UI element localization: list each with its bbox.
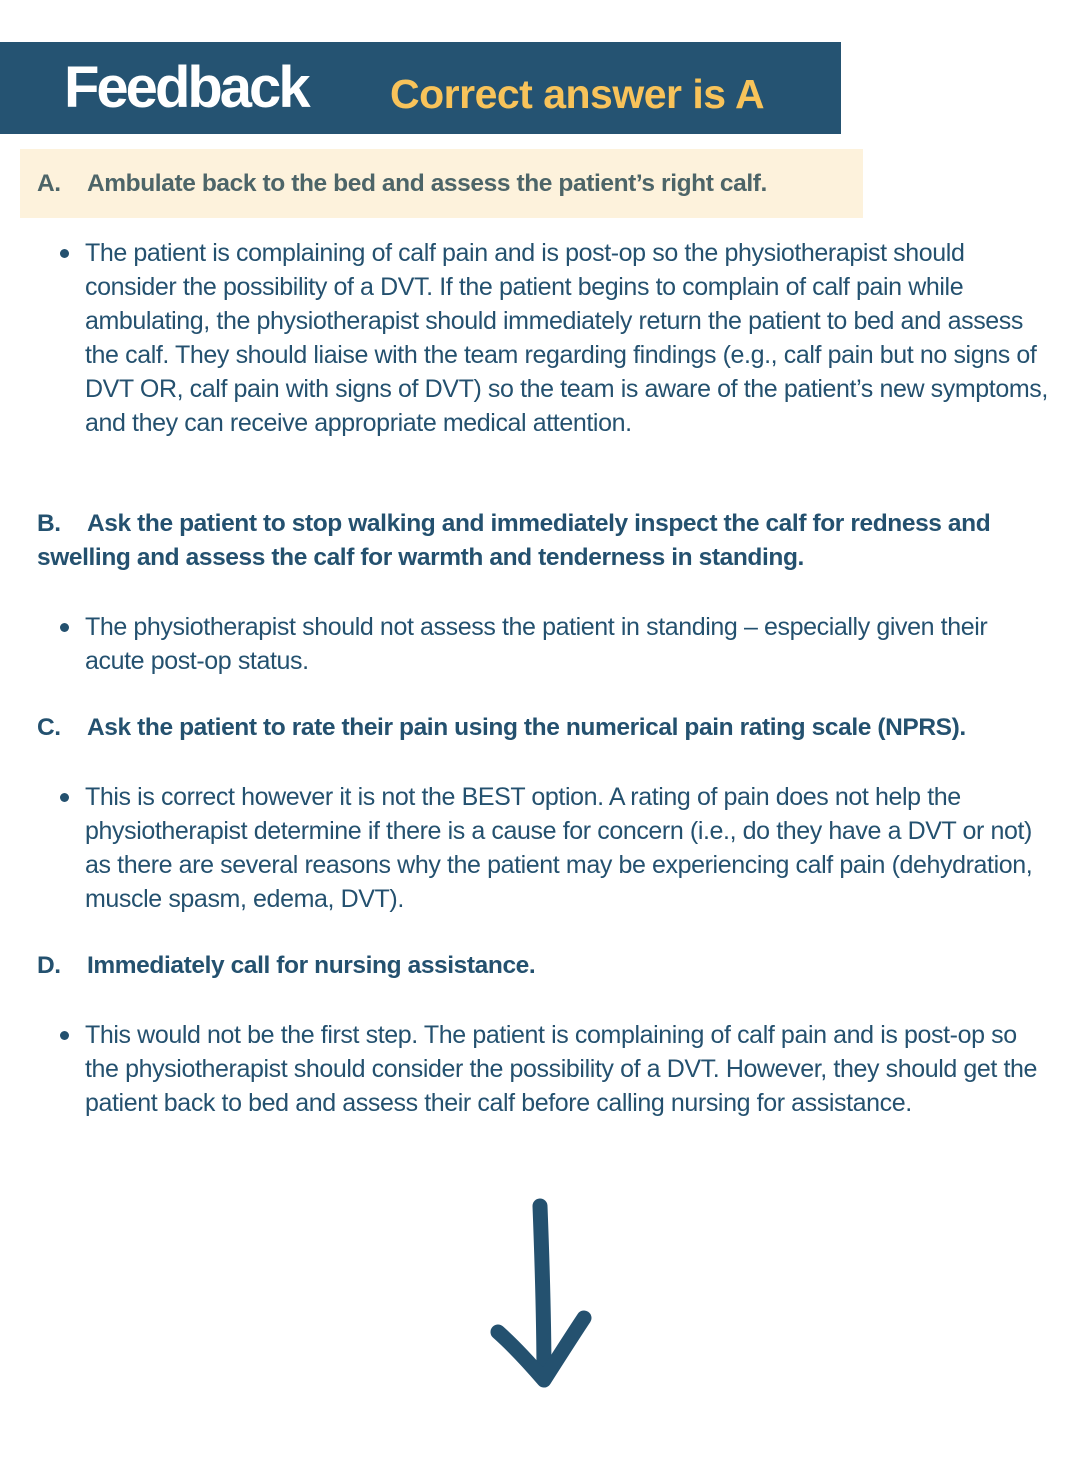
option-d-heading bbox=[37, 949, 1047, 983]
bullet-dot-icon bbox=[60, 1031, 69, 1040]
option-c-text: Ask the patient to rate their pain using the numerical pain rating scale (NPRS). bbox=[87, 714, 966, 741]
option-c-feedback: This is correct however it is not the BEST option. A rating of pain does not help the physiotherapist determine if there is a cause for concern (i.e., do they have a DVT or not) as there are several reasons why the patient may be experiencing calf pain (dehydration, muscle spasm, edema, DVT). bbox=[85, 783, 1033, 913]
bullet-dot-icon bbox=[60, 793, 69, 802]
option-a-text: Ambulate back to the bed and assess the patient’s right calf. bbox=[87, 170, 767, 197]
option-a-letter: A. bbox=[37, 170, 61, 197]
page-title: Feedback bbox=[64, 55, 308, 120]
option-b-letter: B. bbox=[37, 510, 61, 537]
option-c-letter: C. bbox=[37, 714, 61, 741]
bullet-dot-icon bbox=[60, 249, 69, 258]
correct-answer-label: Correct answer is A bbox=[390, 71, 765, 117]
option-d-letter: D. bbox=[37, 952, 61, 979]
option-d-feedback: This would not be the first step. The patient is complaining of calf pain and is post-op so the physiotherapist should consider the possibility of a DVT. However, they should get the patient back to bed and assess their calf before calling nursing for assistance. bbox=[85, 1021, 1038, 1117]
option-d-text: Immediately call for nursing assistance. bbox=[87, 952, 536, 979]
arrow-down-icon bbox=[488, 1198, 592, 1394]
option-a-heading bbox=[37, 167, 1047, 201]
option-a-feedback: The patient is complaining of calf pain and is post-op so the physiotherapist should consider the possibility of a DVT. If the patient begins to complain of calf pain while ambulating, the physiotherapist should immediately return the patient to bed and assess the calf. They should liaise with the team regarding findings (e.g., calf pain but no signs of DVT OR, calf pain with signs of DVT) so the team is aware of the patient’s new symptoms, and they can receive appropriate medical attention. bbox=[85, 239, 1048, 437]
bullet-dot-icon bbox=[60, 623, 69, 632]
option-b-feedback: The physiotherapist should not assess the patient in standing – especially given their acute post-op status. bbox=[85, 613, 988, 675]
option-b-heading bbox=[37, 507, 1047, 575]
option-c-heading bbox=[37, 711, 1047, 745]
option-b-text: Ask the patient to stop walking and immediately inspect the calf for redness and swelling and assess the calf for warmth and tenderness in standing. bbox=[37, 510, 991, 571]
